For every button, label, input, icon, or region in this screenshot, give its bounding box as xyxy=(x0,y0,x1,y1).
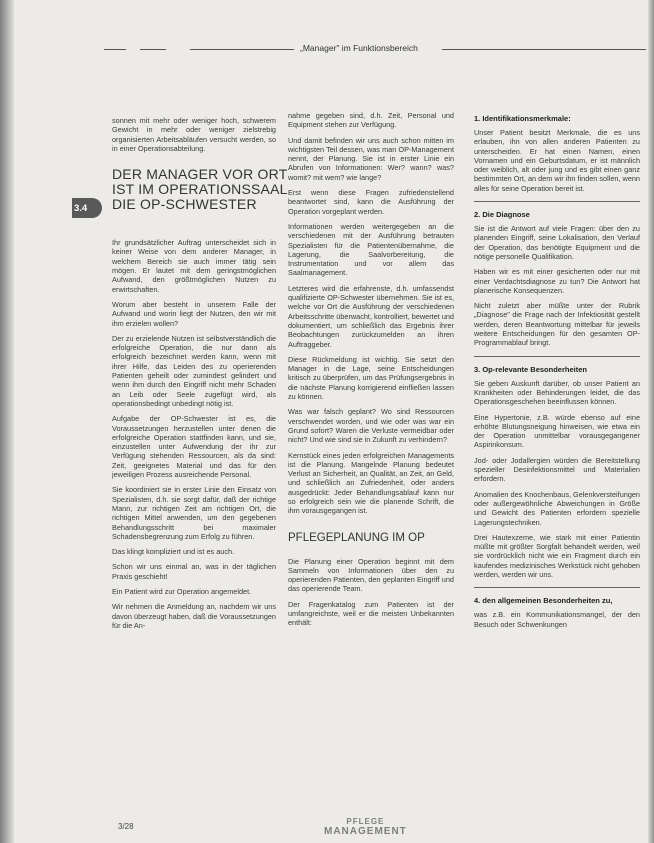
text-column-3 xyxy=(474,106,640,635)
paragraph: Sie geben Auskunft darüber, ob unser Patient an Krankheiten oder Behinderungen leidet, die das Operationsgeschehen beeinflussen können. xyxy=(474,378,640,407)
divider xyxy=(474,201,640,202)
paragraph: Anomalien des Knochenbaus, Gelenkversteifungen oder außergewöhnliche Abweichungen in Größe und Gewicht des Patienten erfordern spezielle Lagerungstechniken. xyxy=(474,489,640,527)
subheading: 3. Op-relevante Besonderheiten xyxy=(474,364,587,374)
paragraph: Sie koordiniert sie in erster Linie den Einsatz von Spezialisten, d.h. sie sorgt dafür, daß der richtige Mann, zur richtigen Zeit am richtigen Ort, die richtigen Mittel anwenden, um den gegebenen Behandlungsschritt bei maximaler Schadensbegrenzung zum Erfolg zu führen. xyxy=(112,485,276,541)
paragraph: Haben wir es mit einer gesicherten oder nur mit einer Verdachtsdiagnose zu tun? Die Antwort hat planerische Konsequenzen. xyxy=(474,267,640,295)
header-rule-1 xyxy=(104,49,126,50)
paragraph: Die Planung einer Operation beginnt mit dem Sammeln von Informationen über den zu operierenden Patienten, den geplanten Eingriff und das operierende Team. xyxy=(288,556,454,594)
section-title-line: DER MANAGER VOR ORT xyxy=(112,166,288,183)
header-rule-3 xyxy=(190,49,294,50)
header-rule-2 xyxy=(140,49,166,50)
running-header: „Manager" im Funktionsbereich xyxy=(300,43,418,53)
page-number: 3/28 xyxy=(118,822,134,831)
divider xyxy=(474,587,640,588)
paragraph: Sie ist die Antwort auf viele Fragen: über den zu planenden Eingriff, seine Lokalisation, den Verlauf der Operation, das benötigte Equipment und die nötige personelle Qualifikation. xyxy=(474,224,640,261)
paragraph: Wir nehmen die Anmeldung an, nachdem wir uns davon überzeugt haben, daß die Voraussetzungen für die An- xyxy=(112,602,276,630)
page-edge-shadow xyxy=(648,0,654,843)
section-title-line: IST IM OPERATIONSSAAL xyxy=(112,181,288,198)
paragraph: Was war falsch geplant? Wo sind Ressourcen verschwendet worden, und wie oder was war ein Grund sofort? Waren die Verluste vermeidbar oder nicht? Und wie sind sie in Zukunft zu verhindern? xyxy=(288,407,454,445)
section-title-line: DIE OP-SCHWESTER xyxy=(112,196,257,213)
subheading: 2. Die Diagnose xyxy=(474,210,530,220)
subheading: 4. den allgemeinen Besonderheiten zu, xyxy=(474,596,613,606)
paragraph: Letzteres wird die erfahrenste, d.h. umfassendst qualifizierte OP-Schwester übernehmen. Sie ist es, welche vor Ort die Ausführung der verschiedenen Arbeitsschritte überwacht, kontrolliert, bewertet und dokumentiert, um schließlich das Ergebnis ihrer Beobachtungen zurückzumelden an ihren Auftraggeber. xyxy=(288,283,454,349)
paragraph: Der zu erzielende Nutzen ist selbstverständlich die erfolgreiche Operation, die nur dann als erfolgreich bezeichnet werden kann, wenn mit ihrer Hilfe, das Leiden des zu operierenden Patienten geheilt oder zumindest gelindert und wenn ihm durch den Eingriff nicht mehr Schaden an Leib oder Seele zugefügt wird, als operationsbedingt unbedingt nötig ist. xyxy=(112,333,276,408)
paragraph: Informationen werden weitergegeben an die verschiedenen mit der Ausführung betrauten Spezialisten für die Patientenübernahme, die Lagerung, die Saalvorbereitung, die Instrumentation und vor allem das Saalmanagement. xyxy=(288,221,454,278)
subheading: 1. Identifikationsmerkmale: xyxy=(474,114,571,123)
paragraph: Der Fragenkatalog zum Patienten ist der umfangreichste, weil er die meisten Unbekannten enthält: xyxy=(288,599,454,628)
paragraph: Drei Hautexzeme, wie stark mit einer Patientin müßte mit größter Sorgfalt behandelt werden, weil sie vordrücklich nicht wie ein Fragment durch ein kaufendes medizinisches Werkstück nicht gehoben werden, werden wir uns. xyxy=(474,532,640,579)
paragraph: Aufgabe der OP-Schwester ist es, die Voraussetzungen herzustellen unter denen die erfolgreiche Operation stattfinden kann, und sie, einzustellen unter Aufwendung der ihr zur Verfügung stehenden Ressourcen, als da sind: Zeit, geeignetes Material und das für den jeweiligen Prozess ausreichende Personal. xyxy=(112,414,276,480)
paragraph: Nicht zuletzt aber müßte unter der Rubrik „Diagnose" die Frage nach der Infektiosität gestellt werden, deren Beantwortung mittelbar für jeweils weitere Entscheidungen für den gesamten OP-Programmablauf bringt. xyxy=(474,301,640,348)
paragraph: Und damit befinden wir uns auch schon mitten im wichtigsten Teil dessen, was man OP-Management nennt, der Planung. Sie ist in erster Linie ein Abrufen von Informationen: Wer? wann? was? womit? mit wem? wie lange? xyxy=(288,135,454,182)
paragraph: Erst wenn diese Fragen zufriedenstellend beantwortet sind, kann die Ausführung der Operation vorgeplant werden. xyxy=(288,188,454,216)
paragraph: Eine Hypertonie, z.B. würde ebenso auf eine erhöhte Blutungsneigung hinweisen, wie etwa ein der Operation unmittelbar vorausgegangener Aspirinkonsum. xyxy=(474,412,640,450)
binding-shadow xyxy=(0,0,14,843)
logo-line-2: MANAGEMENT xyxy=(324,826,407,837)
divider xyxy=(474,356,640,357)
paragraph: Schon wir uns einmal an, was in der täglichen Praxis geschieht! xyxy=(112,562,276,581)
paragraph: Das klingt kompliziert und ist es auch. xyxy=(112,547,235,557)
logo-line-1: PFLEGE xyxy=(346,817,385,826)
section-title-pflegeplanung: PFLEGEPLANUNG IM OP xyxy=(288,531,425,544)
section-title-manager xyxy=(112,166,288,213)
paragraph: nahme gegeben sind, d.h. Zeit, Personal und Equipment stehen zur Verfügung. xyxy=(288,111,454,130)
paragraph: Ihr grundsätzlicher Auftrag unterscheidet sich in keiner Weise von dem anderer Manager, in welchem Bereich sie auch immer tätig sein mögen. Er lautet mit dem geringstmöglichen Aufwand, den größtmöglichen Nutzen zu erwirtschaften. xyxy=(112,238,276,294)
header-rule-4 xyxy=(442,49,646,50)
paragraph: Diese Rückmeldung ist wichtig. Sie setzt den Manager in die Lage, seine Entscheidungen kritisch zu überprüfen, um das Prüfungsergebnis in die nächste Planung korrigierend einfließen lassen zu können. xyxy=(288,354,454,402)
paragraph: Kernstück eines jeden erfolgreichen Managements ist die Planung. Mangelnde Planung bedeutet Verlust an Sicherheit, an Qualität, an Zeit, an Geld, und schließlich an Zufriedenheit, oder anders ausgedrückt: Jeder Behandlungsablauf kann nur so erfolgreich sein wie die planende Schrift, die ihm vorausgegangen ist. xyxy=(288,450,454,516)
paragraph: Jod- oder Jodallergien würden die Bereitstellung spezieller Desinfektionsmittel und Materialien erfordern. xyxy=(474,455,640,484)
journal-logo xyxy=(324,818,407,837)
paragraph: Unser Patient besitzt Merkmale, die es uns erlauben, ihn von allen anderen Patienten zu unterscheiden. Er hat einen Namen, einen Vornamen und ein Geburtsdatum, er ist männlich oder weiblich, alt oder jung und es gibt einen ganz bestimmten Ort, an dem wir ihn finden sollen, wenn alles für seine Operation bereit ist. xyxy=(474,128,640,193)
text-column-1 xyxy=(112,116,288,636)
text-column-2 xyxy=(288,111,454,634)
paragraph: Worum aber besteht in unserem Falle der Aufwand und worin liegt der Nutzen, den wir mit ihm erzielen wollen? xyxy=(112,299,276,328)
chapter-number: 3.4 xyxy=(74,203,88,214)
paragraph: Ein Patient wird zur Operation angemeldet. xyxy=(112,586,252,596)
paragraph: sonnen mit mehr oder weniger hoch, schwerem Gewicht in mehr oder weniger zielstrebig organisierten Arbeitsabläufen versucht werden, so in einer Operationsabteilung. xyxy=(112,116,276,153)
paragraph: was z.B. ein Kommunikationsmangel, der den Besuch oder Schwenkungen xyxy=(474,610,640,629)
